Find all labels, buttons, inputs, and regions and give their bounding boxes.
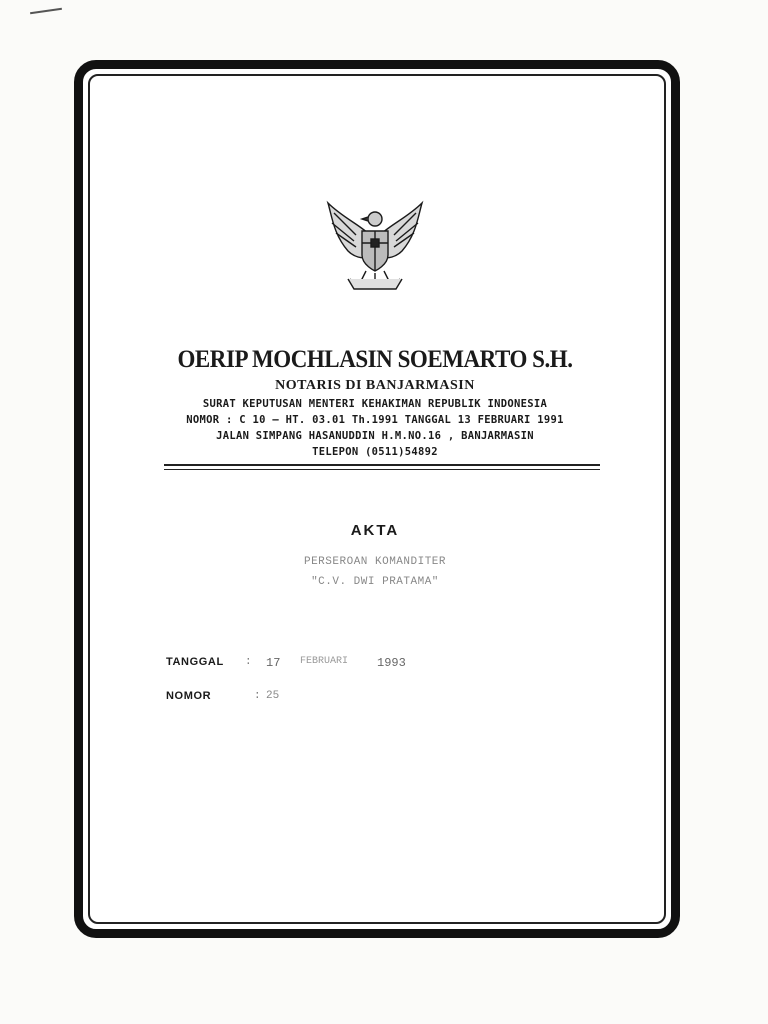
- number-colon: :: [254, 690, 261, 702]
- deed-heading: AKTA: [350, 522, 400, 539]
- garuda-emblem-icon: [320, 195, 430, 295]
- office-address: JALAN SIMPANG HASANUDDIN H.M.NO.16 , BANJARMASIN: [216, 430, 534, 442]
- letterhead-divider-thin: [164, 469, 600, 470]
- number-label: NOMOR: [166, 690, 212, 702]
- letterhead-divider-thick: [164, 464, 600, 466]
- date-year: 1993: [377, 656, 406, 670]
- number-value: 25: [266, 690, 280, 702]
- notary-title: NOTARIS DI BANJARMASIN: [275, 378, 475, 393]
- date-month: FEBRUARI: [300, 656, 349, 667]
- notary-name: OERIP MOCHLASIN SOEMARTO S.H.: [177, 346, 573, 373]
- decree-line: SURAT KEPUTUSAN MENTERI KEHAKIMAN REPUBLIK INDONESIA: [202, 398, 548, 410]
- deed-type-line: PERSEROAN KOMANDITER: [303, 556, 447, 568]
- stray-pen-mark: [30, 8, 62, 14]
- deed-company-line: "C.V. DWI PRATAMA": [311, 576, 439, 588]
- office-phone: TELEPON (0511)54892: [312, 446, 438, 458]
- date-colon: :: [245, 656, 252, 668]
- decree-number: NOMOR : C 10 – HT. 03.01 Th.1991 TANGGAL 13 FEBRUARI 1991: [186, 414, 564, 426]
- date-day: 17: [266, 656, 281, 670]
- date-label: TANGGAL: [166, 656, 224, 668]
